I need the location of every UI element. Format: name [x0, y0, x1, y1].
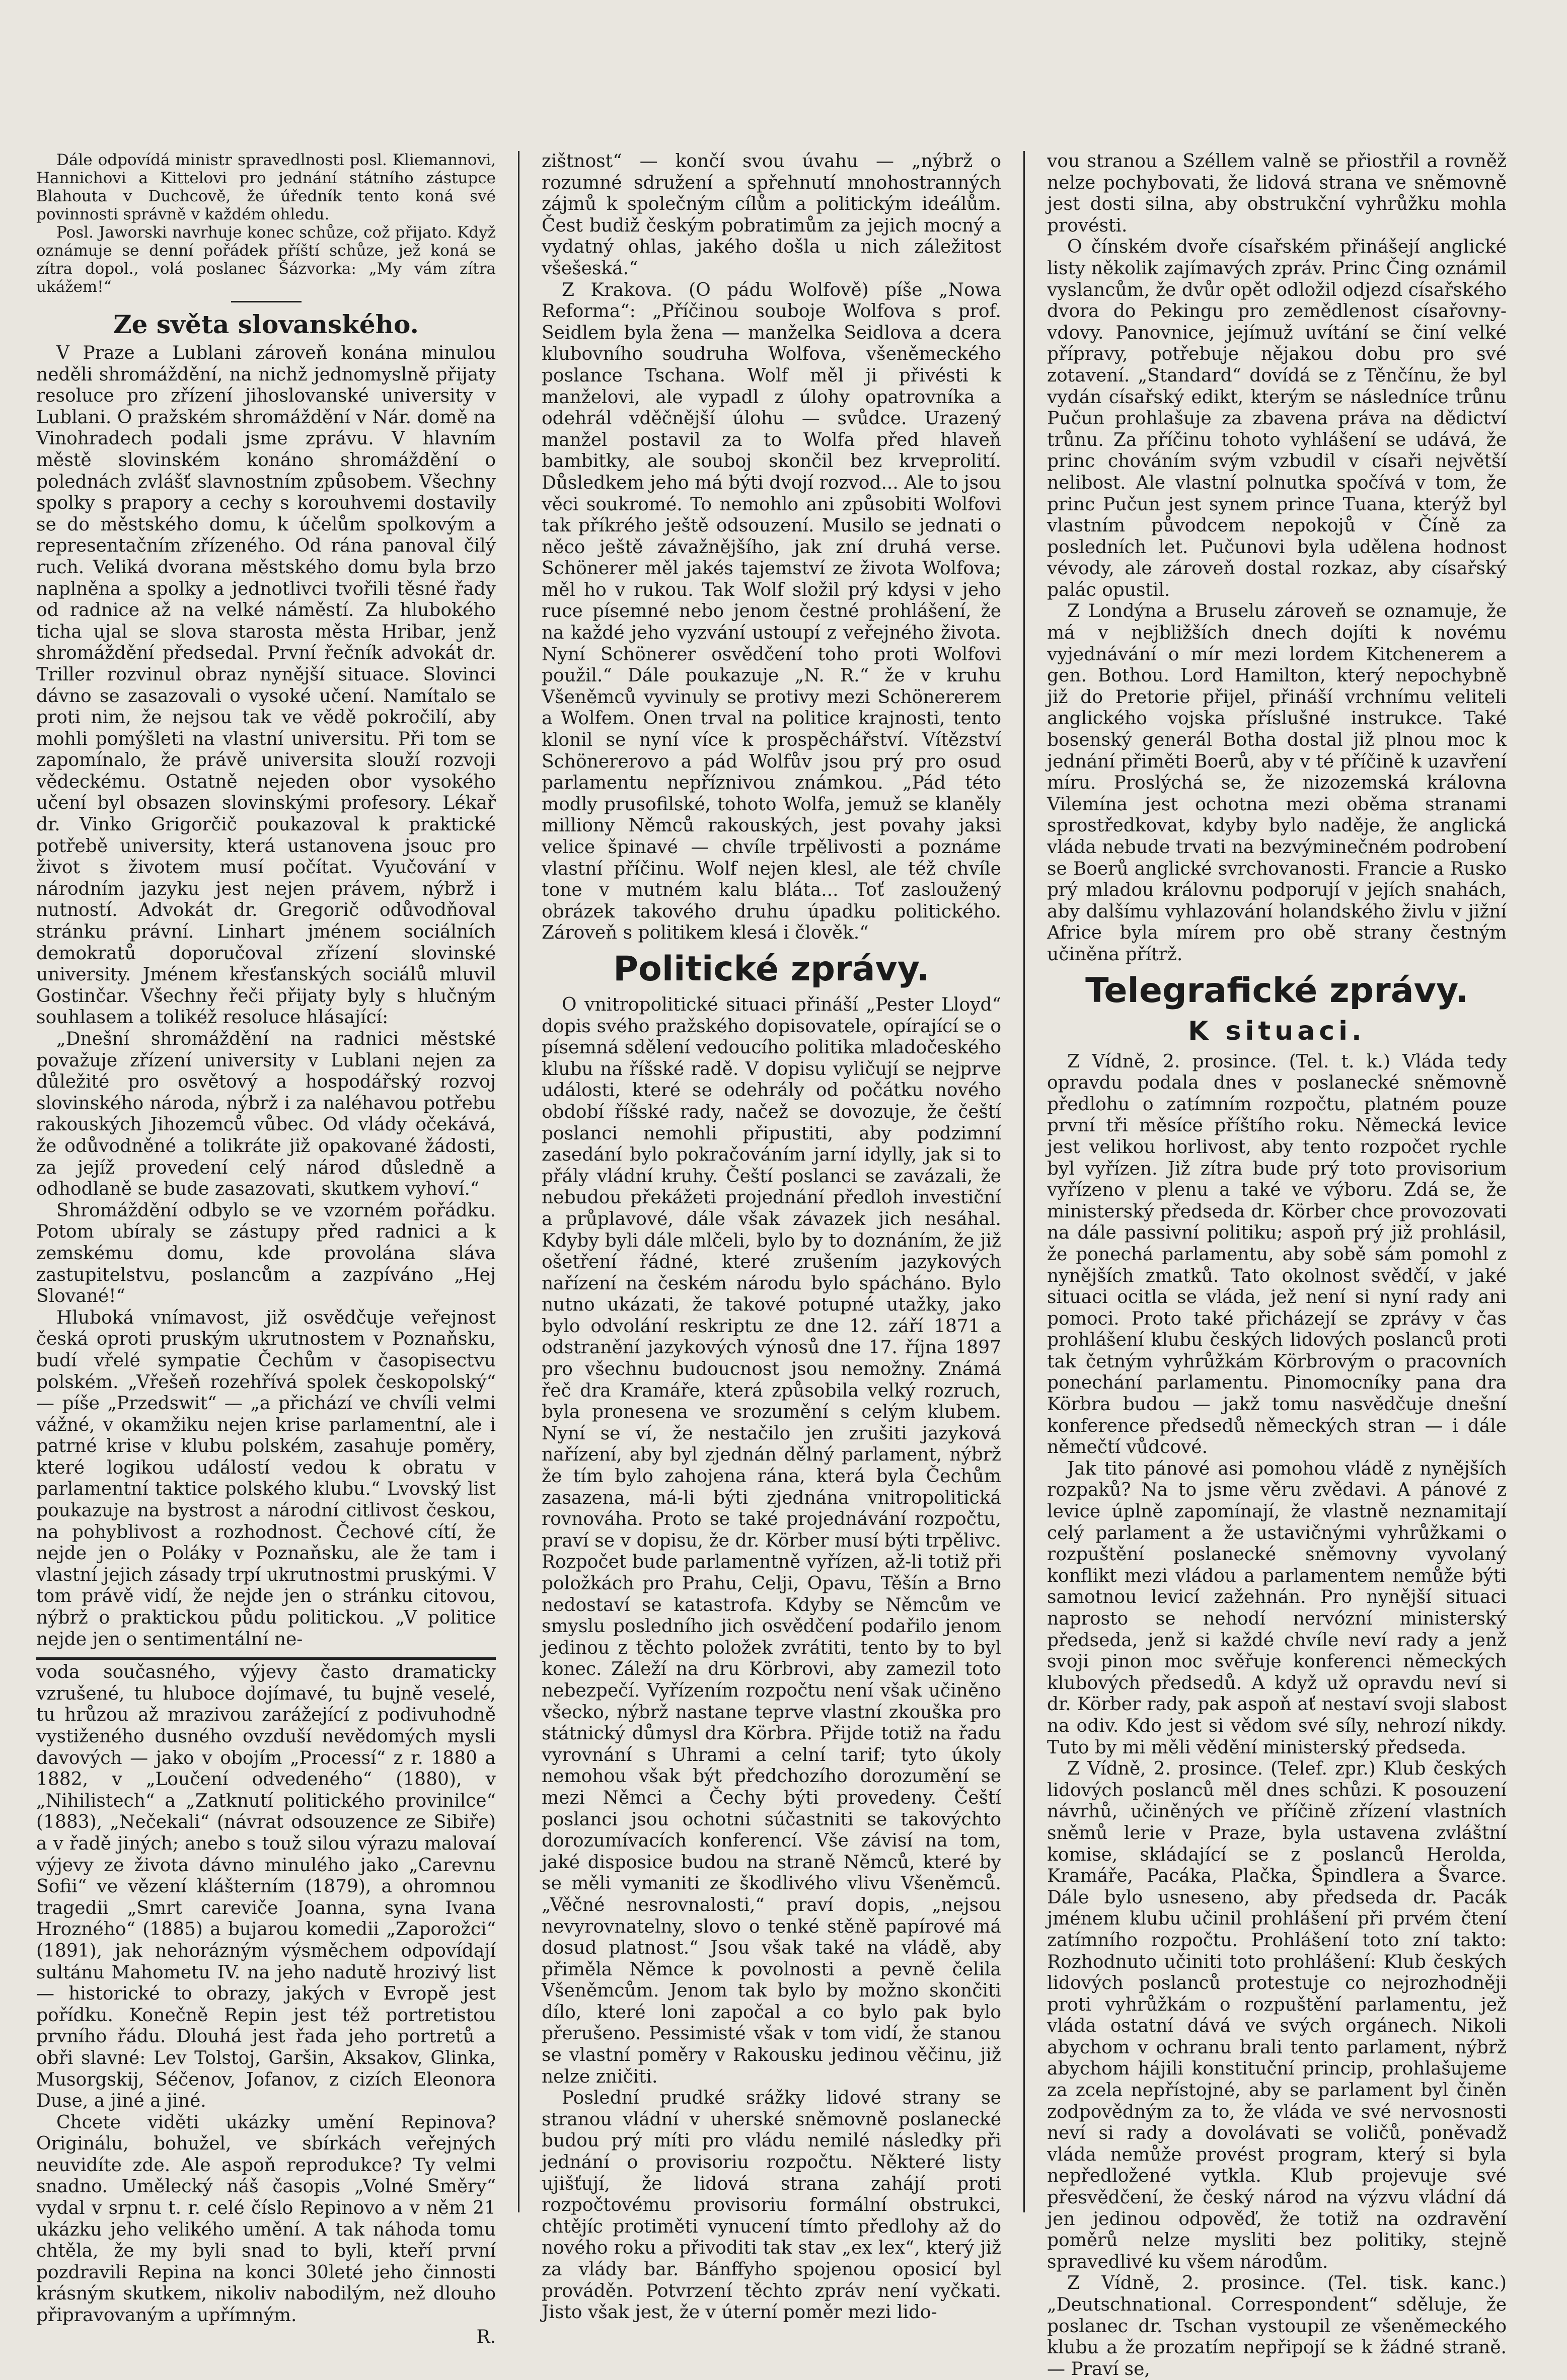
column-2 [532, 151, 1011, 2323]
column-1 [26, 151, 506, 2347]
column-3 [1037, 151, 1517, 2379]
article-paragraph: O vnitropolitické situaci přináší „Pester Lloyd“ dopis svého pražského dopisovatele, opírající se o písemná sdělení vedoucího politika mladočeského klubu na říšské radě. V dopisu vyličují se nejprve události, které se odehrály od počátku nového období říšské rady, načež se dovozuje, že čeští poslanci nemohli připustiti, aby podzimní zasedání bylo pokračováním jarní idylly, jak si to přály vládní kruhy. Čeští poslanci se zavázali, že nebudou překážeti projednání předloh investiční a průplavové, dále však závazek jich nesáhal. Kdyby byli dále mlčeli, bylo by to doznáním, že již ošetření řádné, které zrušením jazykových nařízení na českém národu bylo spácháno. Bylo nutno ukázati, že takové potupné utažky, jako bylo odvolání reskriptu ze dne 12. září 1871 a odstranění jazykových výnosů dne 17. října 1897 pro všechnu budoucnost jsou nemožny. Známá řeč dra Kramáře, která způsobila velký rozruch, byla pronesena ve srozumění s celým klubem. Nyní se ví, že nestačilo jen zrušiti jazyková nařízení, aby byl zjednán dělný parlament, nýbrž že tím bylo zahojena rána, která byla Čechům zasazena, má-li býti zjednána vnitropolitická rovnováha. Proto se také projednávání rozpočtu, praví se v dopisu, že dr. Körber musí býti trpělivc. Rozpočet bude parlamentně vyřízen, až-li totiž při položkách pro Prahu, Celji, Opavu, Těšín a Brno nedostaví se katastrofa. Kdyby se Němcům ve smyslu posledního jich osvědčení podařilo jenom jedinou z těchto položek zvrátiti, tento by to byl konec. Záleží na dru Körbrovi, aby zamezil toto nebezpečí. Vyřízením rozpočtu není však učiněno všecko, nýbrž nastane teprve vlastní zkouška pro státnický důmysl dra Körbra. Přijde totiž na řadu vyrovnání s Uhrami a celní tarif; tyto úkoly nemohou však být předchozího dorozumění se mezi Němci a Čechy býti provedeny. Čeští poslanci jsou ochotni súčastniti se takovýchto dorozumívacích konferencí. Vše závisí na tom, jaké disposice budou na straně Němců, které by se měli vymaniti ze škodlivého vlivu Všeněmců. „Věčné nesrovnalosti,“ praví dopis, „nejsou nevyrovnatelny, slovo o tenké stěně papírové má dosud platnost.“ Jsou však také na vládě, aby přiměla Němce k povolnosti a pevně čelila Všeněmcům. Jenom tak bylo by možno skončiti dílo, které loni započal a co bylo pak bylo přerušeno. Pessimisté však v tom vidí, že stanou se vlastní poměry v Rakousku jedinou věčinu, již nelze zničiti. [542, 994, 1001, 2087]
article-paragraph: V Praze a Lublani zároveň konána minulou neděli shromáždění, na nichž jednomyslně přijaty resoluce pro zřízení jihoslovanské university v Lublani. O pražském shromáždění v Nár. domě na Vinohradech podali jsme zprávu. V hlavním městě slovinském konáno shromáždění o polednách zvlášť slavnostním způsobem. Všechny spolky s prapory a cechy s korouhvemi dostavily se do městského domu, k účelům spolkovým a representačním zřízeného. Od rána panoval čilý ruch. Veliká dvorana městského domu byla brzo naplněna a spolky a jednotlivci tvořili těsné řady od radnice až na velké náměstí. Za hlubokého ticha ujal se slova starosta města Hribar, jenž shromáždění předsedal. První řečník advokát dr. Triller rozvinul obraz nynější situace. Slovinci dávno se zasazovali o vysoké učení. Namítalo se proti nim, že nejsou tak ve vědě pokročilí, aby mohli pomýšleti na vlastní universitu. Při tom se zapomínalo, že právě universita slouží rozvoji vědeckému. Ostatně nejeden obor vysokého učení byl obsazen slovinskými profesory. Lékař dr. Vinko Grigorčič poukazoval k praktické potřebě university, která ustanovena jsouc pro život s životem musí počítat. Vyučování v národním jazyku jest nejen právem, nýbrž i nutností. Advokát dr. Gregorič odůvodňoval stránku právní. Linhart jménem sociálních demokratů doporučoval zřízení slovinské university. Jménem křesťanských sociálů mluvil Gostinčar. Všechny řeči přijaty byly s hlučným souhlasem a tolikéž resoluce hlásající: [36, 343, 496, 1028]
article-paragraph: Hluboká vnímavost, již osvědčuje veřejnost česká oproti pruským ukrutnostem v Poznaňsku, budí vřelé sympatie Čechům v časopisectvu polském. „Vřešeň rozehřívá spolek českopolský“ — píše „Przedswit“ — „a přichází ve chvíli velmi vážné, v okamžiku nejen krise parlamentní, ale i patrné krise v klubu polském, zasahuje poměry, které logikou událostí vedou k obratu v parlamentní taktice polského klubu.“ Lvovský list poukazuje na bystrost a národní citlivost českou, na pohyblivost a rozhodnost. Čechové cítí, že nejde jen o Poláky v Poznaňsku, ale že tam i vlastní jejich zásady trpí ukrutnostmi pruskými. V tom právě vidí, že nejde jen o stránku citovou, nýbrž o praktickou půdu politickou. „V politice nejde jen o sentimentální ne- [36, 1307, 496, 1650]
section-title: Telegrafické zprávy. [1085, 970, 1468, 1011]
section-subtitle: K situaci. [1188, 1016, 1366, 1046]
divider [231, 301, 302, 302]
signature: R. [476, 2326, 496, 2347]
article-paragraph: Dále odpovídá ministr spravedlnosti posl. Kliemannovi, Hannichovi a Kittelovi pro jednání státního zástupce Blahouta v Duchcově, že úředník tento koná své povinnosti správně v každém ohledu. [36, 151, 496, 223]
feuilleton-paragraph: voda současného, výjevy často dramaticky vzrušené, tu hluboce dojímavé, tu bujně veselé, tu hrůzou až mrazivou zarážející z podivuhodně vystiženého dusného ovzduší nevědomých mysli davových — jako v obojím „Processí“ z r. 1880 a 1882, v „Loučení odvedeného“ (1880), v „Nihilistech“ a „Zatknutí politického provinilce“ (1883), „Nečekali“ (návrat odsouzence ze Sibiře) a v řadě jiných; anebo s touž silou výrazu malovaí výjevy ze života dávno minulého jako „Carevnu Sofii“ ve vězení klášterním (1879), a ohromnou tragedii „Smrt careviče Joanna, syna Ivana Hrozného“ (1885) a bujarou komedii „Zaporožci“ (1891), jak nehorázným výsměchem odpovídají sultánu Mahometu IV. na jeho nadutě hrozivý list — historické to obrazy, jakých v Evropě jest pořídku. Konečně Repin jest též portretistou prvního řádu. Dlouhá jest řada jeho portretů a obři slavné: Lev Tolstoj, Garšin, Aksakov, Glinka, Musorgskij, Séčenov, Jofanov, z cizích Eleonora Duse, a jiné a jiné. [36, 1662, 496, 2112]
columns [26, 151, 1541, 2379]
article-paragraph: Z Vídně, 2. prosince. (Tel. tisk. kanc.) „Deutschnational. Correspondent“ sděluje, že poslanec dr. Tschan vystoupil ze všeněmeckého klubu a že prozatím nepřipojí se k žádné straně. — Praví se, [1047, 2273, 1507, 2379]
article-paragraph: O čínském dvoře císařském přinášejí anglické listy několik zajímavých zpráv. Princ Čing oznámil vyslancům, že dvůr opět odložil odjezd císařského dvora do Pekingu pro zemědlenost císařovny-vdovy. Panovnice, jejímuž uvítání se činí velké přípravy, potřebuje nějakou dobu pro své zotavení. „Standard“ dovídá se z Těnčínu, že byl vydán císařský edikt, kterým se následníce trůnu Pučun prohlašuje za zbavena práva na dědictví trůnu. Za příčinu tohoto vyhlášení se udává, že princ chováním svým vzbudil v císaři největší nelibost. Ale vlastní polnutka spočívá v tom, že princ Pučun jest synem prince Tuana, kterýž byl vlastním původcem nepokojů v Číně za posledních let. Pučunovi byla udělena hodnost vévody, ale zároveň dostal rozkaz, aby císařský palác opustil. [1047, 237, 1507, 600]
article-paragraph: Z Vídně, 2. prosince. (Tel. t. k.) Vláda tedy opravdu podala dnes v poslanecké sněmovně předlohu o zatímním rozpočtu, platném pouze první tři měsíce příštího roku. Německá levice jest velikou horlivost, aby tento rozpočet rychle byl vyřízen. Již zítra bude prý toto provisorium vyřízeno v plenu a také ve výboru. Zdá se, že ministerský předseda dr. Körber chce provozovati na dále passivní politiku; aspoň prý již prohlásil, že ponechá parlamentu, aby sobě sám pomohl z nynějších zmatků. Tato okolnost svědčí, v jaké situaci ocitla se vláda, jež není si nyní rady ani pomoci. Proto také přicházejí se zprávy v čas prohlášení klubu českých lidových poslanců proti tak četným vyhrůžkám Körbrovým o pracovních ponechání parlamentu. Pinomocníky pana dra Körbra budou — jakž tomu nasvědčuje dnešní konference předsedů německých stran — i dále němečtí vůdcové. [1047, 1051, 1507, 1458]
article-paragraph: Poslední prudké srážky lidové strany se stranou vládní v uherské sněmovně poslanecké budou prý míti pro vládu nemilé následky při jednání o provisoriu rozpočtu. Některé listy ujišťují, že lidová strana zahájí proti rozpočtovému provisoriu formální obstrukci, chtějíc protiměti vynucení tímto předlohy až do nového roku a přivoditi tak stav „ex lex“, který již za vlády bar. Bánffyho spojenou oposicí byl prováděn. Potvrzení těchto zpráv není vyčkati. Jisto však jest, že v úterní poměr mezi lido- [542, 2088, 1001, 2323]
article-paragraph: „Dnešní shromáždění na radnici městské považuje zřízení university v Lublani nejen za důležité pro osvětový a hospodářský rozvoj slovinského národa, nýbrž i za naléhavou potřebu rakouských Jihozemců vůbec. Od vlády očekává, že odůvodněné a tolikráte již opakované žádosti, za jejíž provedení celý národ důsledně a odhodlaně se bude zasazovati, skutkem vyhoví.“ [36, 1029, 496, 1200]
column-rule [1023, 151, 1025, 2212]
article-paragraph: Z Krakova. (O pádu Wolfově) píše „Nowa Reforma“: „Příčinou souboje Wolfova s prof. Seidlem byla žena — manželka Seidlova a dcera klubovního soudruha Wolfova, všeněmeckého poslance Tschana. Wolf měl ji přivésti k manželovi, ale vypadl z úlohy opatrovníka a odehrál vděčnější úlohu — svůdce. Urazený manžel postavil za to Wolfa před hlaveň bambitky, ale souboj skončil bez krveprolití. Důsledkem jeho má býti dvojí rozvod... Ale to jsou věci soukromé. To nemohlo ani způsobiti Wolfovi tak příkrého ještě odsouzení. Musilo se jednati o něco ještě závažnějšího, jak zní druhá verse. Schönerer měl jakés tajemství ze života Wolfova; měl ho v rukou. Tak Wolf složil prý kdysi v jeho ruce písemné nebo jenom čestné prohlášení, že na každé jeho vyzvání ustoupí z veřejného života. Nyní Schönerer osvědčení toho proti Wolfovi použil.“ Dále poukazuje „N. R.“ že v kruhu Všeněmců vyvinuly se protivy mezi Schönererem a Wolfem. Onen trval na politice krajnosti, tento klonil se nyní více k prospěchářství. Vítězství Schönererovo a pád Wolfův jsou prý pro osud parlamentu nepříznivou známkou. „Pád této modly prusofilské, tohoto Wolfa, jemuž se klaněly milliony Němců rakouských, jest povahy jaksi velice špinavé — chvíle trpělivosti a poznáme vlastní příčinu. Wolf nejen klesl, ale též chvíle tone v mutném kalu bláta... Toť zasloužený obrázek takového druhu úpadku politického. Zároveň s politikem klesá i člověk.“ [542, 279, 1001, 944]
article-paragraph: zištnost“ — končí svou úvahu — „nýbrž o rozumné sdružení a spřehnutí mnohostranných zájmů k společným cílům a politickým ideálům. Čest budiž českým pobratimům za jejich mocný a vydatný ohlas, jakého došla u nich záležitost všešeská.“ [542, 151, 1001, 279]
article-paragraph: Z Londýna a Bruselu zároveň se oznamuje, že má v nejbližších dnech dojíti k novému vyjednávání o mír mezi lordem Kitchenerem a gen. Bothou. Lord Hamilton, který nepochybně již do Pretorie přijel, přináší vrchnímu veliteli anglického vojska příslušné instrukce. Také bosenský generál Botha dostal již plnou moc k jednání přiměti Boerů, aby v té příčině k uzavření míru. Proslýchá se, že nizozemská královna Vilemína jest ochotna mezi oběma stranami sprostředkovat, kdyby bylo naděje, že anglická vláda nebude trvati na bezvýminečném podrobení se Boerů anglické svrchovanosti. Francie a Rusko prý mladou královnu podporují v jejích snahách, aby dalšímu vyhlazování holandského živlu v jižní Africe byla mírem pro obě strany čestným učiněna přítrž. [1047, 601, 1507, 965]
article-paragraph: Z Vídně, 2. prosince. (Telef. zpr.) Klub českých lidových poslanců měl dnes schůzi. K posouzení návrhů, učiněných ve příčině zřízení vlastních sněmů lerie v Praze, byla ustavena zvláštní komise, skládající se z poslanců Herolda, Kramáře, Pacáka, Plačka, Špindlera a Švarce. Dále bylo usneseno, aby předseda dr. Pacák jménem klubu učinil prohlášení při prvém čtení zatímního rozpočtu. Prohlášení toto zní takto: Rozhodnuto učiniti toto prohlášení: Klub českých lidových poslanců protestuje co nejrozhodněji proti vyhrůžkám o rozpuštění parlamentu, jež vláda ostatní dává ve svých orgánech. Nikoli abychom v ochranu brali tento parlament, nýbrž abychom hájili konstituční princip, prohlašujeme za zcela nepřístojné, aby se parlament byl činěn zodpovědným za to, že vláda ve své nervosnosti neví si rady a dovolávati se voličů, poněvadž vláda nemůže provést program, který si byla nepředložené vytkla. Klub projevuje své přesvědčení, že český národ na výzvu vládní dá jen jedinou odpověď, že totiž na ozdravění poměrů nelze mysliti bez politiky, stejně spravedlivé ku všem národům. [1047, 1758, 1507, 2272]
feuilleton-paragraph: Chcete viděti ukázky umění Repinova? Originálu, bohužel, ve sbírkách veřejných neuvidíte zde. Ale aspoň reprodukce? Ty velmi snadno. Umělecký náš časopis „Volné Směry“ vydal v srpnu t. r. celé číslo Repinovo a v něm 21 ukázku jeho velikého umění. A tak náhoda tomu chtěla, že my byli snad to byli, kteří první pozdravili Repina na konci 30leté jeho činnosti krásným skutkem, nikoliv nabodilým, než dlouho připravovaným a upřímným. [36, 2112, 496, 2326]
article-paragraph: vou stranou a Széllem valně se přiostřil a rovněž nelze pochybovati, že lidová strana ve sněmovně jest dosti silna, aby obstrukční vyhrůžku mohla provésti. [1047, 151, 1507, 236]
section-title: Ze světa slovanského. [113, 310, 419, 339]
column-rule [518, 151, 519, 2212]
article-paragraph: Shromáždění odbylo se ve vzorném pořádku. Potom ubíraly se zástupy před radnici a k zemskému domu, kde provolána sláva zastupitelstvu, poslancům a zazpíváno „Hej Slované!“ [36, 1200, 496, 1307]
feuilleton-divider [36, 1657, 496, 1660]
article-paragraph: Jak tito pánové asi pomohou vládě z nynějších rozpaků? Na to jsme věru zvědavi. A pánové z levice úplně zapomínají, že vlastně neznamitají celý parlament a že ustavičnými vyhrůžkami o rozpuštění poslanecké sněmovny vyvolaný konflikt mezi vládou a parlamentem nemůže býti samotnou levicí zažehnán. Pro nynější situaci naprosto se nehodí nervózní ministerský předseda, jenž si každé chvíle neví rady a jenž svoji pinon moc svěřuje konferenci německých klubových předsedů. A když už opravdu neví si dr. Körber rady, pak aspoň ať nestaví svoji slabost na odiv. Kdo jest si vědom své síly, nehrozí nikdy. Tuto by mi měli vědění ministerský předseda. [1047, 1458, 1507, 1758]
article-paragraph: Posl. Jaworski navrhuje konec schůze, což přijato. Když oznámuje se denní pořádek příští schůze, jež koná se zítra dopol., volá poslanec Šázvorka: „My vám zítra ukážem!“ [36, 223, 496, 296]
section-title: Politické zprávy. [613, 949, 930, 989]
